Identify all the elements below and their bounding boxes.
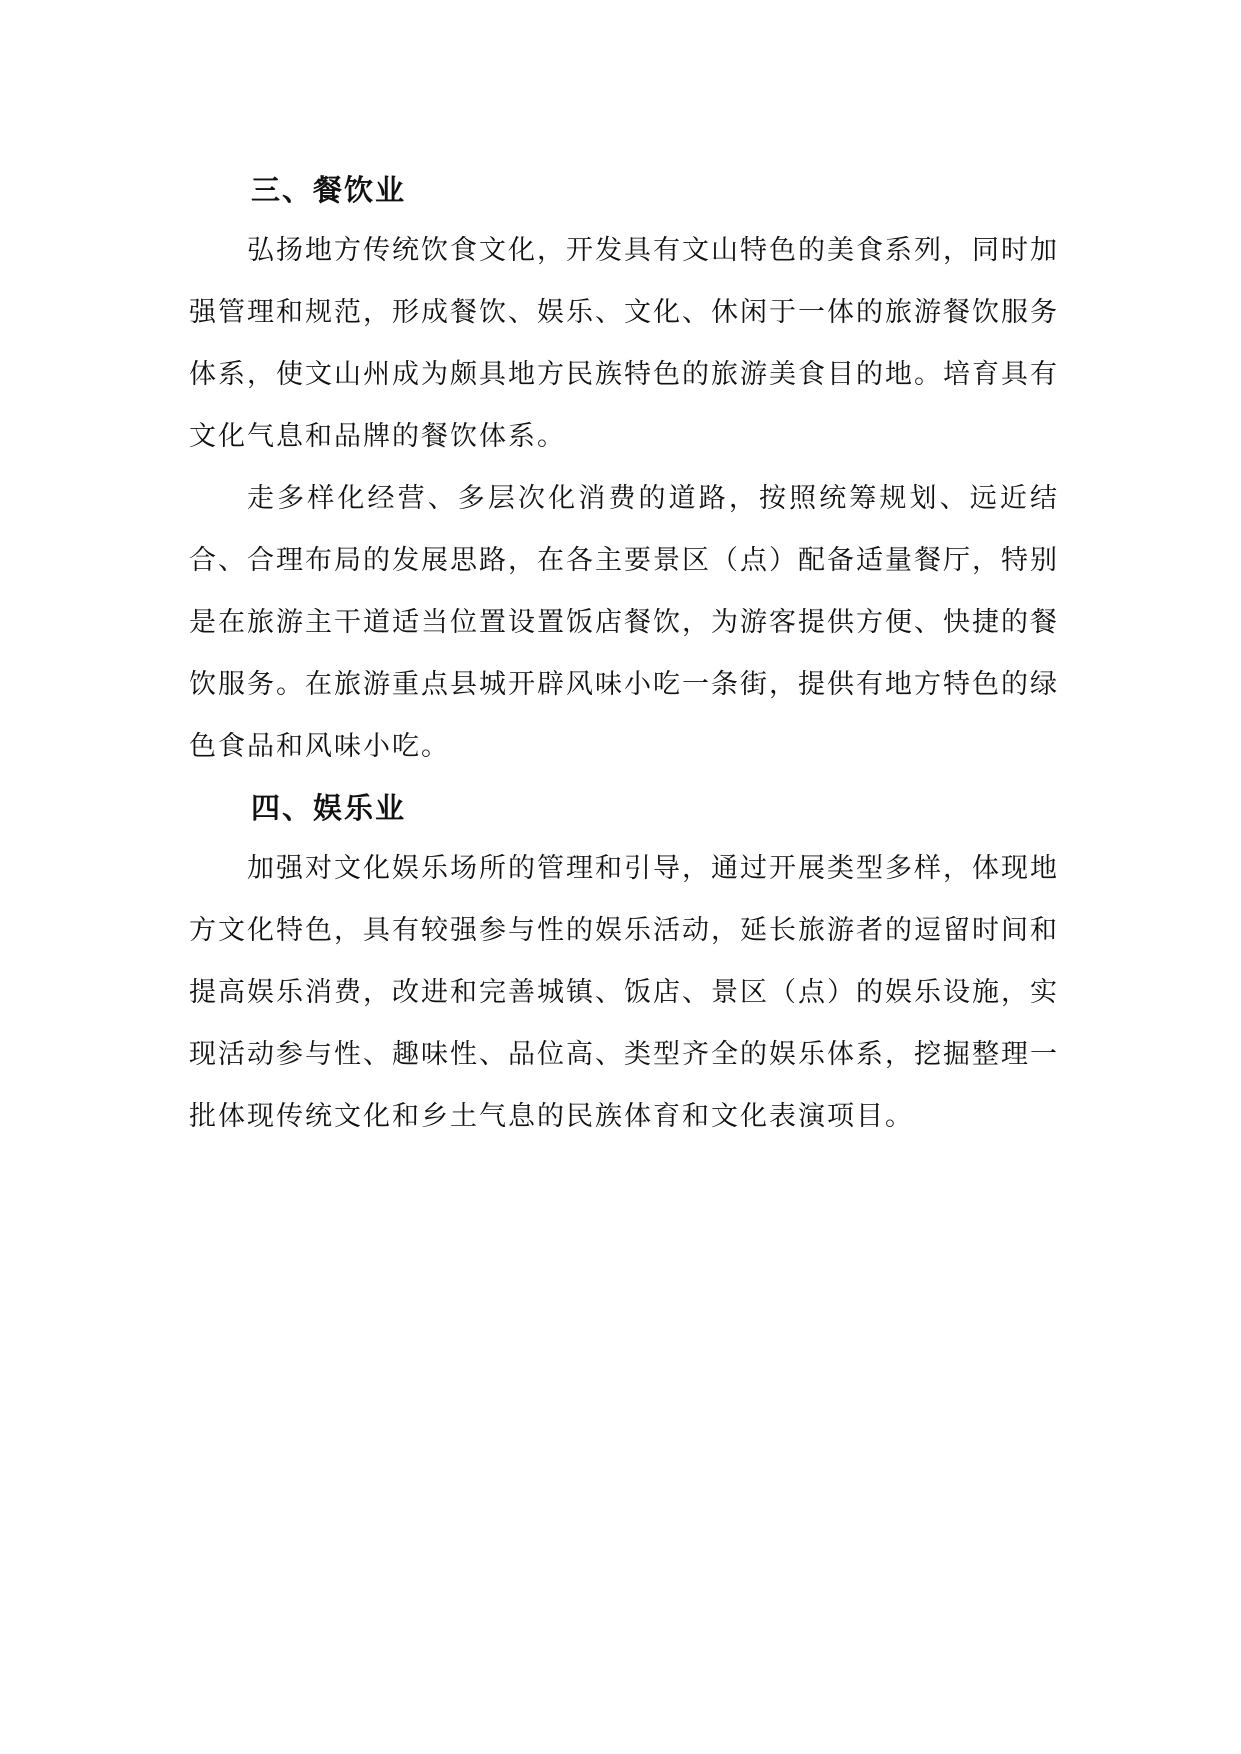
document-page xyxy=(189,160,1059,1148)
paragraph-catering-1: 弘扬地方传统饮食文化，开发具有文山特色的美食系列，同时加强管理和规范，形成餐饮、娱乐、文化、休闲于一体的旅游餐饮服务体系，使文山州成为颇具地方民族特色的旅游美食目的地。培育具有文化气息和品牌的餐饮体系。 xyxy=(189,235,1059,452)
paragraph-catering-2: 走多样化经营、多层次化消费的道路，按照统筹规划、远近结合、合理布局的发展思路，在各主要景区（点）配备适量餐厅，特别是在旅游主干道适当位置设置饭店餐饮，为游客提供方便、快捷的餐饮服务。在旅游重点县城开辟风味小吃一条街，提供有地方特色的绿色食品和风味小吃。 xyxy=(189,483,1059,762)
section-heading-entertainment: 四、娱乐业 xyxy=(251,791,407,825)
section-heading-catering: 三、餐饮业 xyxy=(251,173,407,207)
paragraph-entertainment-1: 加强对文化娱乐场所的管理和引导，通过开展类型多样，体现地方文化特色，具有较强参与性的娱乐活动，延长旅游者的逗留时间和提高娱乐消费，改进和完善城镇、饭店、景区（点）的娱乐设施，实现活动参与性、趣味性、品位高、类型齐全的娱乐体系，挖掘整理一批体现传统文化和乡土气息的民族体育和文化表演项目。 xyxy=(189,853,1059,1132)
